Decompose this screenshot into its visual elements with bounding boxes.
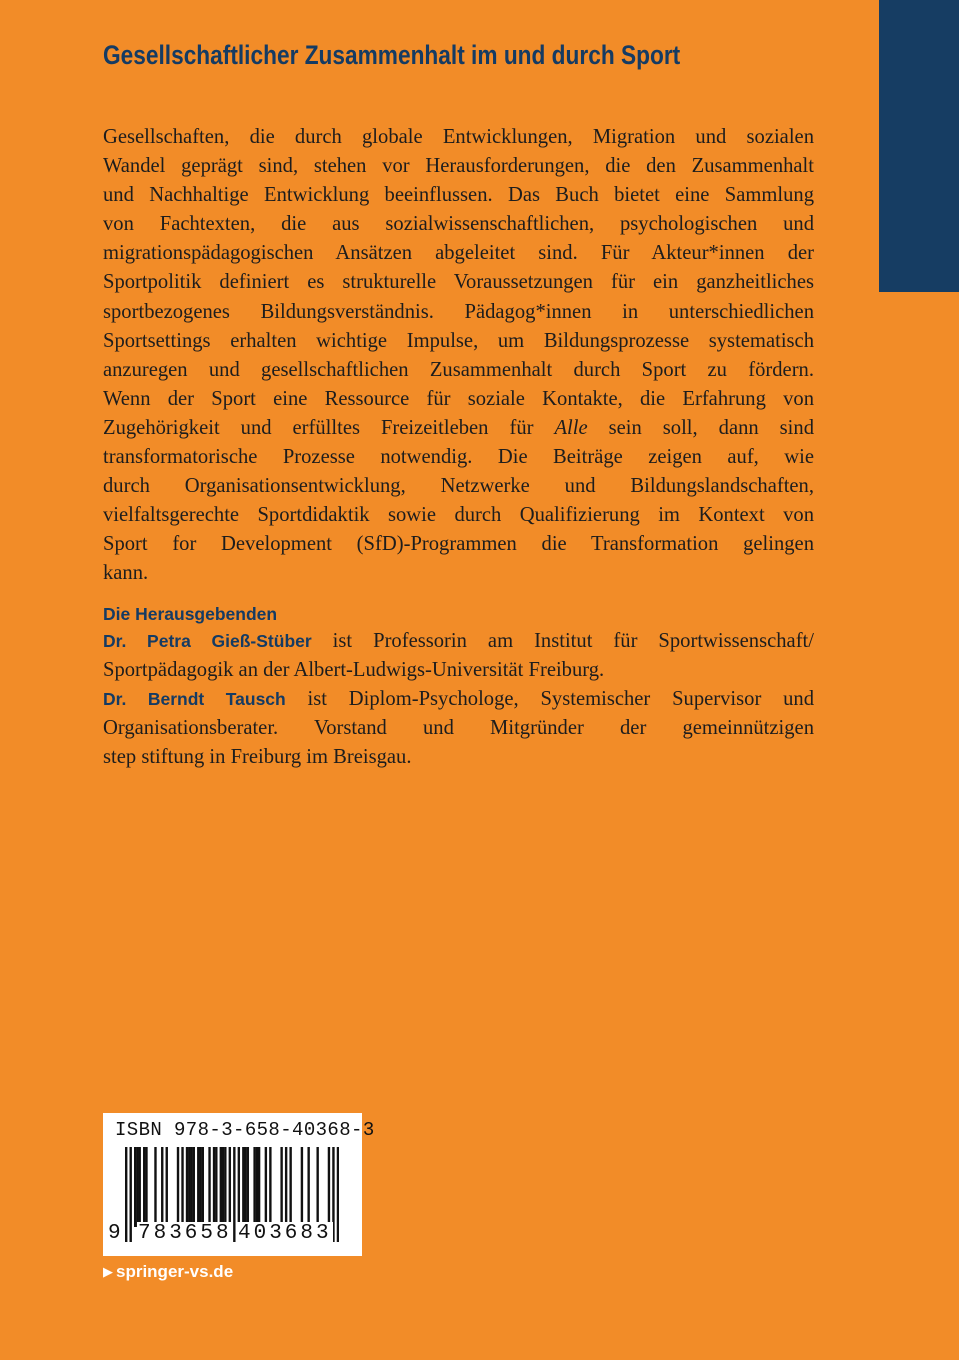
editor-name: Dr. Berndt Tausch bbox=[103, 689, 286, 710]
book-description bbox=[103, 123, 814, 589]
editor-bio-line bbox=[103, 685, 814, 714]
barcode-bar bbox=[242, 1147, 244, 1227]
description-emphasis: Alle bbox=[554, 416, 588, 439]
barcode-bar bbox=[166, 1147, 168, 1227]
barcode-bar bbox=[238, 1147, 240, 1227]
editors-bio bbox=[103, 627, 814, 772]
barcode-bar bbox=[247, 1147, 249, 1227]
editor-bio-line: Organisationsberater. Vorstand und Mitgründer der gemeinnützigen bbox=[103, 717, 814, 740]
barcode-bar bbox=[143, 1147, 145, 1227]
barcode-bar bbox=[161, 1147, 163, 1227]
barcode-bar bbox=[256, 1147, 258, 1227]
barcode-bar bbox=[139, 1147, 141, 1227]
barcode-bar bbox=[199, 1147, 201, 1227]
barcode-bar bbox=[197, 1147, 199, 1227]
ean-digits bbox=[103, 1220, 362, 1250]
editors-heading: Die Herausgebenden bbox=[103, 604, 278, 624]
description-line bbox=[103, 414, 814, 443]
barcode-bar bbox=[208, 1147, 210, 1227]
barcode-bar bbox=[285, 1147, 287, 1227]
barcode-bar bbox=[136, 1147, 138, 1227]
barcode-bar bbox=[177, 1147, 179, 1227]
barcode-bar bbox=[193, 1147, 195, 1227]
description-line: von Fachtexten, die aus sozialwissenschaftlichen, psychologischen und bbox=[103, 213, 814, 236]
barcode-bar bbox=[307, 1147, 309, 1227]
ean-first-digit: 9 bbox=[108, 1222, 121, 1245]
description-line: kann. bbox=[103, 562, 149, 585]
barcode-bar bbox=[224, 1147, 226, 1227]
editor-bio-line: step stiftung in Freiburg im Breisgau. bbox=[103, 746, 412, 769]
arrow-right-icon: ▶ bbox=[103, 1264, 113, 1279]
barcode-bar bbox=[269, 1147, 271, 1227]
barcode-bar bbox=[301, 1147, 303, 1227]
description-line: und Nachhaltige Entwicklung beeinflussen. Das Buch bietet eine Sammlung bbox=[103, 184, 814, 207]
barcode-bar bbox=[244, 1147, 246, 1227]
ean-left-digits: 783658 bbox=[138, 1222, 232, 1245]
barcode-bar bbox=[316, 1147, 318, 1227]
barcode-bar bbox=[188, 1147, 190, 1227]
barcode-bar bbox=[134, 1147, 136, 1227]
description-line: migrationspädagogischen Ansätzen abgeleitet sind. Für Akteur*innen der bbox=[103, 242, 814, 265]
editor-bio-text: ist Professorin am Institut für Sportwissenschaft/ bbox=[311, 630, 814, 652]
spine-color-band bbox=[879, 0, 959, 292]
editor-name: Dr. Petra Gieß-Stüber bbox=[103, 631, 312, 651]
description-line: sportbezogenes Bildungsverständnis. Pädagog*innen in unterschiedlichen bbox=[103, 300, 814, 323]
barcode-bar bbox=[220, 1147, 222, 1227]
publisher-link[interactable] bbox=[103, 1262, 233, 1282]
barcode-bar bbox=[190, 1147, 192, 1227]
barcode-bar bbox=[154, 1147, 156, 1227]
description-line: Sportpolitik definiert es strukturelle Voraussetzungen für ein ganzheitliches bbox=[103, 271, 814, 294]
editor-bio-line: Sportpädagogik an der Albert-Ludwigs-Universität Freiburg. bbox=[103, 659, 605, 682]
editor-bio-text: ist Diplom-Psychologe, Systemischer Supervisor und bbox=[285, 688, 814, 711]
book-title: Gesellschaftlicher Zusammenhalt im und durch Sport bbox=[103, 40, 681, 70]
barcode-bar bbox=[215, 1147, 217, 1227]
description-line: Sport for Development (SfD)-Programmen die Transformation gelingen bbox=[103, 533, 814, 556]
barcode-bar bbox=[202, 1147, 204, 1227]
barcode-bar bbox=[280, 1147, 282, 1227]
description-line: Wenn der Sport eine Ressource für soziale Kontakte, die Erfahrung von bbox=[103, 387, 814, 410]
description-line: durch Organisationsentwicklung, Netzwerke und Bildungslandschaften, bbox=[103, 475, 814, 498]
barcode-bar bbox=[213, 1147, 215, 1227]
barcode-bar bbox=[186, 1147, 188, 1227]
description-text: sein soll, dann sind bbox=[587, 416, 814, 439]
description-text: Zugehörigkeit und erfülltes Freizeitleben für bbox=[103, 416, 555, 439]
description-line: Wandel geprägt sind, stehen vor Herausforderungen, die den Zusammenhalt bbox=[103, 155, 814, 178]
description-line: anzuregen und gesellschaftlichen Zusammenhalt durch Sport zu fördern. bbox=[103, 358, 814, 381]
barcode-bar bbox=[253, 1147, 255, 1227]
editor-bio-line bbox=[103, 627, 814, 656]
isbn-label: ISBN 978-3-658-40368-3 bbox=[115, 1119, 375, 1141]
barcode-bar bbox=[258, 1147, 260, 1227]
description-line: Sportsettings erhalten wichtige Impulse, um Bildungsprozesse systematisch bbox=[103, 329, 814, 352]
barcode-bar bbox=[328, 1147, 330, 1227]
barcode-bar bbox=[181, 1147, 183, 1227]
barcode-bar bbox=[145, 1147, 147, 1227]
barcode-bar bbox=[222, 1147, 224, 1227]
barcode-bar bbox=[289, 1147, 291, 1227]
publisher-url: springer-vs.de bbox=[116, 1262, 234, 1281]
description-line: Gesellschaften, die durch globale Entwicklungen, Migration und sozialen bbox=[103, 126, 814, 148]
isbn-barcode bbox=[103, 1113, 375, 1256]
description-line: vielfaltsgerechte Sportdidaktik sowie durch Qualifizierung im Kontext von bbox=[103, 504, 814, 527]
barcode-bar bbox=[265, 1147, 267, 1227]
ean-right-digits: 403683 bbox=[238, 1222, 332, 1245]
description-line: transformatorische Prozesse notwendig. Die Beiträge zeigen auf, wie bbox=[103, 446, 814, 469]
